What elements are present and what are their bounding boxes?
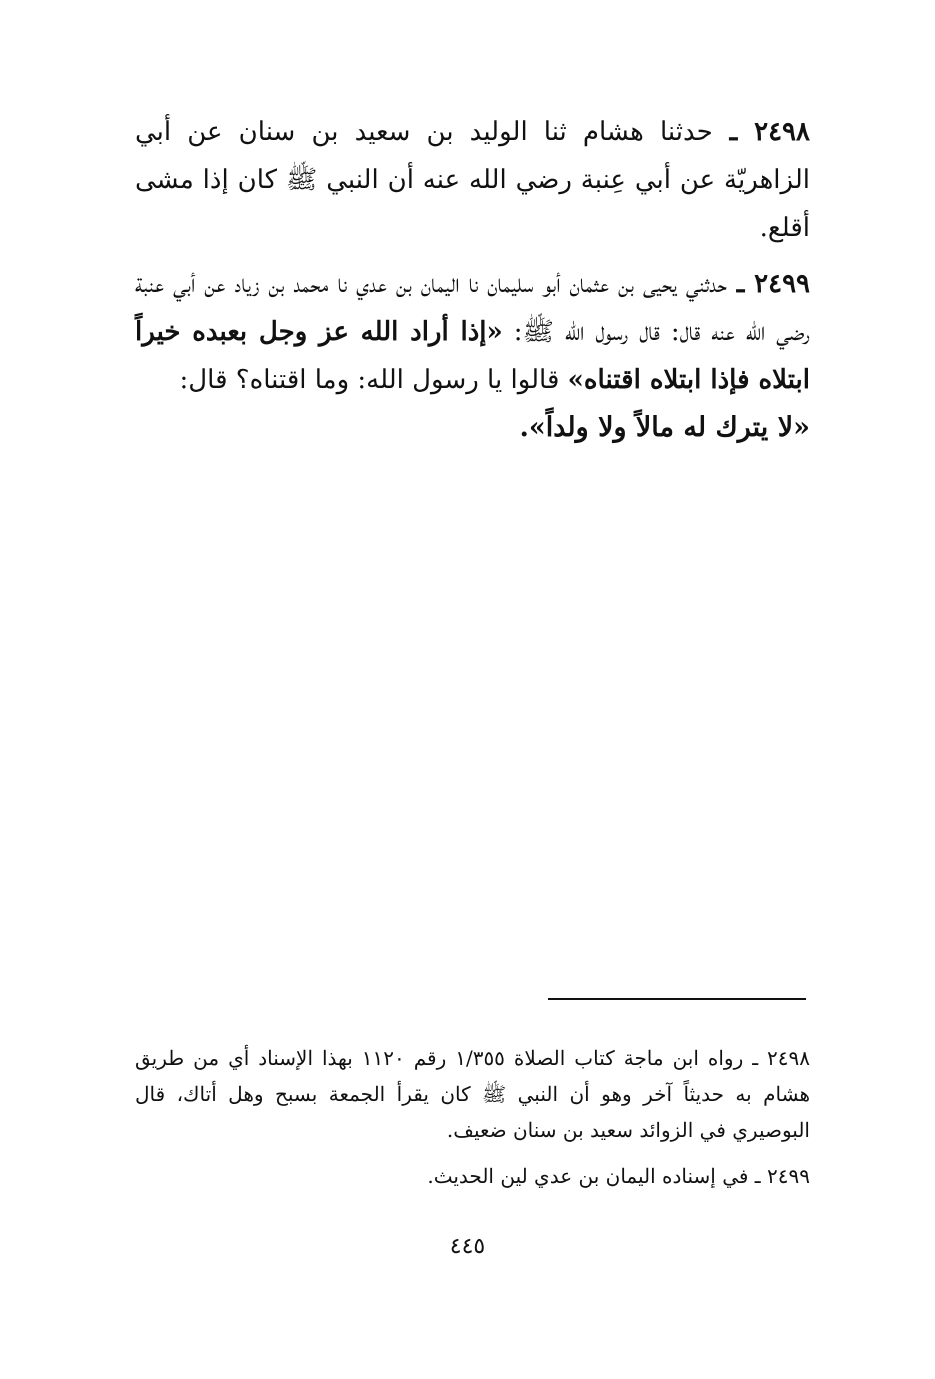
hadith-continuation: قالوا يا رسول الله: وما اقتناه؟ قال: [179, 365, 568, 395]
footnotes [135, 1040, 810, 1204]
hadith-narration: حدثني يحيى بن عثمان أبو سليمان نا اليمان بن عدي نا محمد بن زياد عن أبي عنبة رضي الله عنه قال: قال رسول الله ﷺ: [135, 269, 810, 347]
footnote-separator-dash: ـ [743, 1046, 768, 1070]
footnote-text: رواه ابن ماجة كتاب الصلاة ١/٣٥٥ رقم ١١٢٠ بهذا الإسناد أي من طريق هشام به حديثاً آخر وهو أن النبي ﷺ كان يقرأ الجمعة بسبح وهل أتاك، قال البوصيري في الزوائد سعيد بن سنان ضعيف. [135, 1046, 810, 1142]
footnote-2499 [135, 1158, 810, 1194]
hadith-narration: حدثنا هشام ثنا الوليد بن سعيد بن سنان عن أبي الزاهريّة عن أبي عِنبة رضي الله عنه أن النبي ﷺ كان إذا مشى أقلع. [135, 117, 810, 243]
footnote-text: في إسناده اليمان بن عدي لين الحديث. [427, 1164, 749, 1188]
main-text [135, 108, 810, 460]
footnote-number: ٢٤٩٨ [767, 1046, 811, 1070]
hadith-separator: ـ [712, 117, 755, 147]
footnote-separator [548, 998, 806, 1000]
closing-line [135, 404, 810, 452]
hadith-2498 [135, 108, 810, 252]
footnote-2498 [135, 1040, 810, 1148]
prophet-quote: «إذا أراد الله عز وجل بعبده خيراً ابتلاه فإذا ابتلاه اقتناه» [135, 317, 810, 395]
prophet-answer-quote: «لا يترك له مالاً ولا ولداً» [528, 412, 810, 443]
footnote-number: ٢٤٩٩ [767, 1164, 810, 1188]
hadith-separator: ـ [727, 269, 755, 299]
footnote-separator-dash: ـ [748, 1164, 768, 1188]
hadith-number: ٢٤٩٩ [754, 269, 810, 299]
hadith-2499 [135, 260, 810, 452]
hadith-ending: . [519, 412, 529, 443]
page-number: ٤٤٥ [449, 1234, 486, 1259]
hadith-number: ٢٤٩٨ [754, 117, 810, 147]
